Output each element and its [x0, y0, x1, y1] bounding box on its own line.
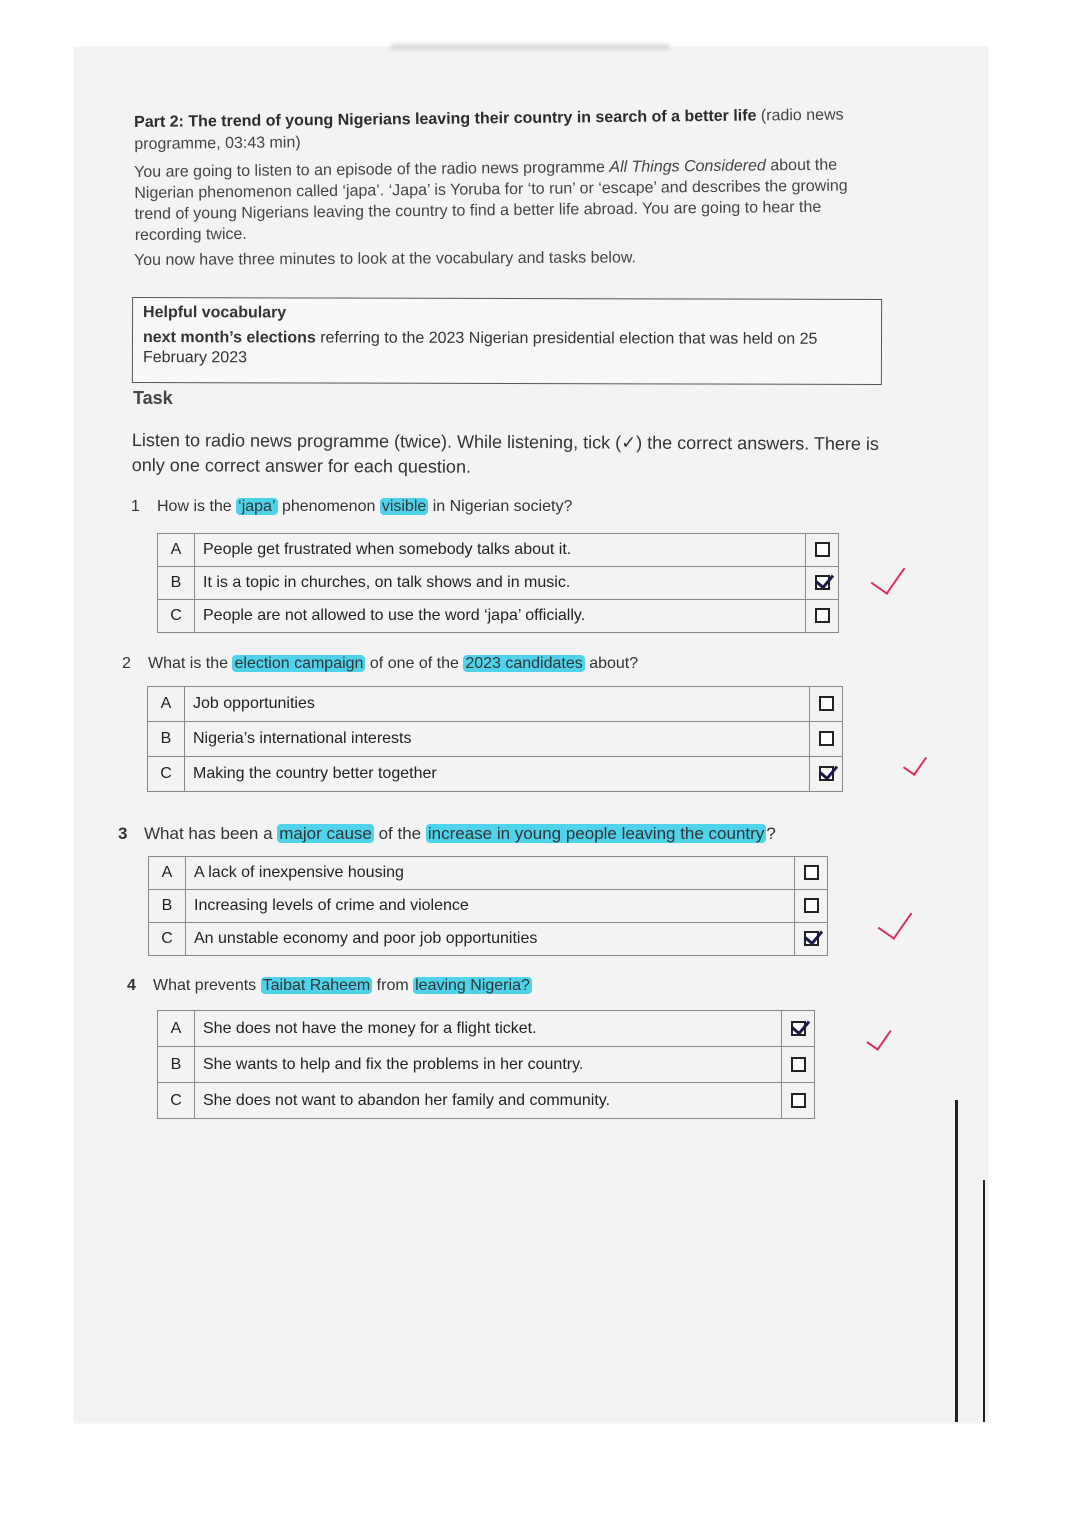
option-checkbox-cell [810, 757, 843, 792]
option-letter: C [158, 1083, 195, 1119]
vocabulary-definition: referring to the 2023 Nigerian presidential election that was held on 25 February 2023 [142, 329, 818, 367]
option-letter: A [158, 534, 195, 567]
checkbox[interactable] [815, 542, 830, 557]
option-text: Job opportunities [185, 687, 810, 722]
highlighted-text: major cause [279, 824, 372, 843]
option-letter: B [149, 890, 186, 923]
question-text: What prevents [153, 977, 261, 994]
question-2 [122, 655, 638, 673]
option-text: She does not have the money for a flight ticket. [195, 1011, 782, 1047]
vocabulary-box [132, 297, 882, 385]
option-checkbox-cell [795, 890, 828, 923]
checkbox[interactable] [791, 1093, 806, 1108]
question-text: in Nigerian society? [428, 498, 573, 515]
question-4 [127, 977, 532, 995]
option-checkbox-cell [810, 687, 843, 722]
option-text: Increasing levels of crime and violence [186, 890, 795, 923]
option-letter: B [158, 1047, 195, 1083]
part-heading [134, 104, 874, 156]
option-text: People get frustrated when somebody talks about it. [195, 534, 806, 567]
question-text: ? [766, 824, 776, 843]
option-letter: C [158, 600, 195, 633]
checkbox[interactable] [819, 696, 834, 711]
highlighted-text: 2023 candidates [465, 655, 583, 672]
option-letter: C [149, 923, 186, 956]
highlighted-text: ‘japa’ [238, 498, 276, 515]
option-letter: A [158, 1011, 195, 1047]
checkbox[interactable] [819, 731, 834, 746]
option-text: She wants to help and fix the problems in her country. [195, 1047, 782, 1083]
question-text: What is the [148, 655, 233, 672]
option-row [158, 567, 839, 600]
question-1 [131, 498, 572, 516]
prep-time-note: You now have three minutes to look at the vocabulary and tasks below. [134, 249, 637, 269]
highlighted-text: Taibat Raheem [262, 977, 371, 994]
vocabulary-title: Helpful vocabulary [143, 304, 287, 322]
option-text: An unstable economy and poor job opportunities [186, 923, 795, 956]
task-label: Task [133, 388, 173, 408]
question-3 [118, 824, 776, 844]
question-text: How is the [157, 498, 237, 515]
option-checkbox-cell [795, 857, 828, 890]
option-checkbox-cell [782, 1011, 815, 1047]
options-table-q3 [148, 856, 828, 956]
option-text: Nigeria’s international interests [185, 722, 810, 757]
highlighted-text: visible [381, 498, 427, 515]
option-checkbox-cell [806, 534, 839, 567]
option-letter: B [158, 567, 195, 600]
option-row [148, 687, 843, 722]
option-row [158, 1083, 815, 1119]
option-row [158, 1011, 815, 1047]
question-text: from [372, 977, 414, 994]
option-letter: A [148, 687, 185, 722]
option-row [149, 857, 828, 890]
option-row [148, 722, 843, 757]
option-text: People are not allowed to use the word ‘japa’ officially. [195, 600, 806, 633]
option-text: It is a topic in churches, on talk shows and in music. [195, 567, 806, 600]
option-letter: B [148, 722, 185, 757]
question-number: 1 [131, 498, 140, 515]
checkbox[interactable] [804, 865, 819, 880]
options-table-q2 [147, 686, 843, 792]
option-checkbox-cell [782, 1047, 815, 1083]
teacher-tick-icon [866, 1023, 891, 1051]
option-row [158, 534, 839, 567]
highlighted-text: election campaign [234, 655, 364, 672]
checkbox-checked[interactable] [819, 766, 834, 781]
options-table-q4 [157, 1010, 815, 1119]
checkbox[interactable] [815, 608, 830, 623]
part-duration: (radio news programme, 03:43 min) [134, 106, 844, 153]
checkbox-checked[interactable] [815, 575, 830, 590]
option-letter: C [148, 757, 185, 792]
intro-text-before: You are going to listen to an episode of the radio news programme [134, 159, 606, 181]
question-text: of one of the [365, 655, 464, 672]
option-row [158, 600, 839, 633]
vocabulary-term: next month’s elections [142, 329, 316, 347]
part-title: Part 2: The trend of young Nigerians leaving their country in search of a better life [134, 107, 757, 131]
intro-text-after: about the Nigerian phenomenon called ‘japa’. ‘Japa’ is Yoruba for ‘to run’ or ‘escape’ and describes the growing trend of young Nigerians leaving the country to find a better life abroad. You are going to hear the recording twice. [134, 156, 848, 244]
question-number: 3 [118, 824, 128, 843]
option-checkbox-cell [810, 722, 843, 757]
checkbox[interactable] [791, 1057, 806, 1072]
task-instruction: Listen to radio news programme (twice). While listening, tick (✓) the correct answers. There is only one correct answer for each question. [131, 429, 879, 477]
question-text: of the [373, 824, 426, 843]
option-row [149, 923, 828, 956]
option-checkbox-cell [806, 600, 839, 633]
intro-paragraph [134, 154, 875, 246]
option-letter: A [149, 857, 186, 890]
question-text: What has been a [144, 824, 278, 843]
question-text: phenomenon [277, 498, 380, 515]
vocabulary-entry [143, 328, 871, 370]
highlighted-text: increase in young people leaving the country [427, 824, 765, 843]
question-number: 4 [127, 977, 136, 994]
teacher-tick-icon [903, 750, 927, 776]
option-checkbox-cell [795, 923, 828, 956]
option-row [158, 1047, 815, 1083]
option-row [149, 890, 828, 923]
options-table-q1 [157, 533, 839, 633]
option-text: She does not want to abandon her family and community. [195, 1083, 782, 1119]
programme-name: All Things Considered [609, 157, 766, 177]
question-text: about? [584, 655, 639, 672]
option-checkbox-cell [782, 1083, 815, 1119]
option-checkbox-cell [806, 567, 839, 600]
checkbox[interactable] [804, 898, 819, 913]
teacher-tick-icon [871, 557, 906, 595]
option-text: Making the country better together [185, 757, 810, 792]
teacher-tick-icon [878, 902, 913, 940]
option-text: A lack of inexpensive housing [186, 857, 795, 890]
highlighted-text: leaving Nigeria? [415, 977, 530, 994]
checkbox-checked[interactable] [804, 931, 819, 946]
question-number: 2 [122, 655, 131, 672]
checkbox-checked[interactable] [791, 1021, 806, 1036]
option-row [148, 757, 843, 792]
